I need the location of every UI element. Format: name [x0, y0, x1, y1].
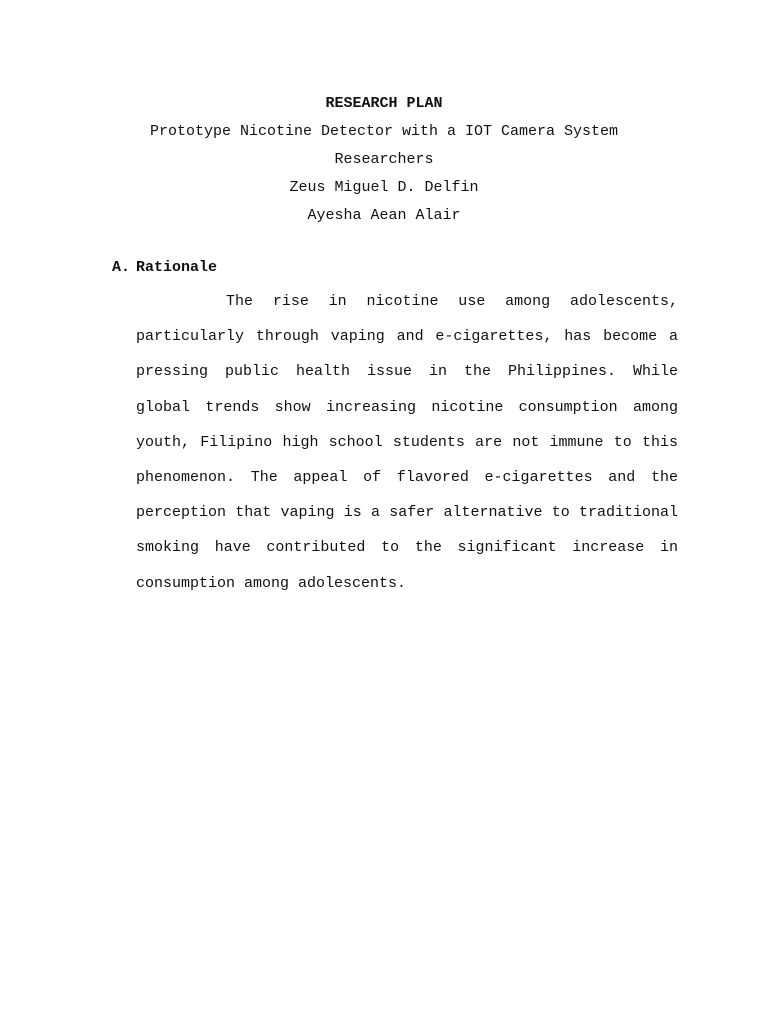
section-letter: A.: [112, 259, 131, 276]
section-rationale: [112, 256, 678, 601]
researcher-name: Zeus Miguel D. Delfin: [289, 179, 479, 196]
section-title: Rationale: [136, 259, 218, 276]
researchers-label: Researchers: [334, 151, 434, 168]
project-title: Prototype Nicotine Detector with a IOT Camera System: [149, 123, 619, 140]
section-heading: [112, 256, 678, 280]
document-title: RESEARCH PLAN: [325, 95, 443, 112]
researcher-name: Ayesha Aean Alair: [307, 207, 461, 224]
rationale-paragraph: The rise in nicotine use among adolescents, particularly through vaping and e-cigarettes, has become a pressing public health issue in the Philippines. While global trends show increasing nicotine consumption among youth, Filipino high school students are not immune to this phenomenon. The appeal of flavored e-cigarettes and the perception that vaping is a safer alternative to traditional smoking have contributed to the significant increase in consumption among adolescents.: [136, 293, 678, 592]
title-block: [0, 90, 768, 230]
